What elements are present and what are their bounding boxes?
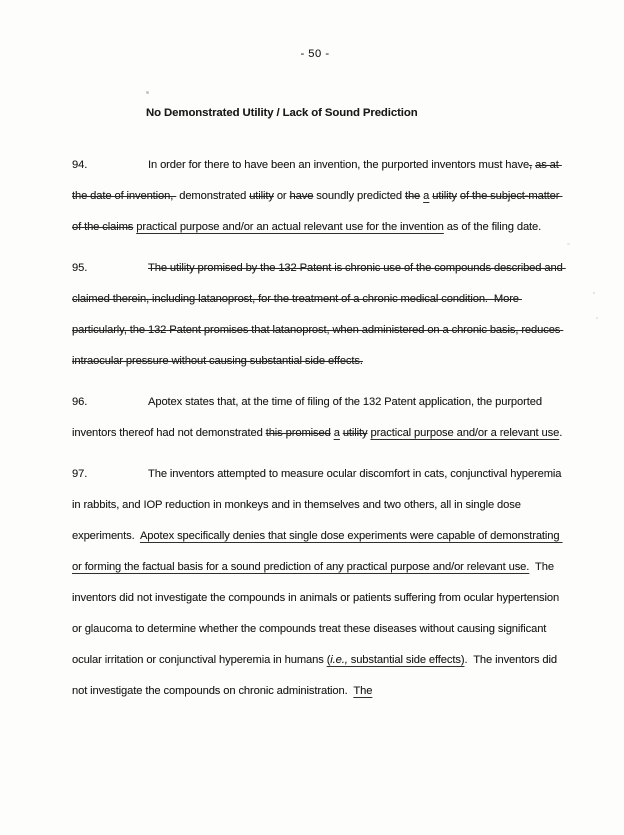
text-run-n: as of the filing date. — [443, 221, 542, 233]
section-heading: No Demonstrated Utility / Lack of Sound Prediction — [146, 107, 418, 119]
text-run-s: have — [289, 190, 314, 202]
text-run-n: The inventors did not investigate the compounds in animals or patients suffering from ocular hypertension or glaucoma to determine whether the compounds treat these diseases without causing significant ocular irritation or conjunctival hyperemia in humans — [72, 561, 563, 666]
text-run-ui: i.e., — [330, 654, 348, 666]
text-run-u: The — [353, 685, 373, 697]
scan-speck — [146, 91, 149, 94]
text-run-n: The inventors attempted to measure ocular discomfort in cats, conjunctival hyperemia in rabbits, and IOP reduction in monkeys and in themselves and two others, all in single dose experiments. — [72, 468, 565, 542]
paragraph-text — [72, 468, 564, 697]
text-run-s: this promised — [265, 427, 331, 439]
text-run-s: utility — [432, 190, 457, 202]
scan-speck — [596, 317, 598, 319]
text-run-u: a — [423, 190, 430, 202]
scan-speck — [593, 292, 595, 294]
text-run-n: or — [273, 190, 290, 202]
paragraph-number: 96. — [72, 396, 88, 408]
text-run-n: Apotex states that, at the time of filing of the 132 Patent application, the purported inventors thereof had not demonstrated — [72, 396, 545, 439]
text-run-s: the — [404, 190, 421, 202]
text-run-s: of the subject-matter of the claims — [72, 190, 563, 233]
paragraph-number: 97. — [72, 468, 88, 480]
text-run-s: utility — [342, 427, 368, 439]
text-run-n: demonstrated — [176, 190, 250, 202]
page-number: - 50 - — [300, 48, 330, 60]
text-run-s: as at the date of invention, — [72, 159, 562, 202]
text-run-u: a — [333, 427, 340, 439]
paragraph-95 — [72, 253, 564, 377]
paragraph-97 — [72, 459, 564, 707]
text-run-n: In order for there to have been an invention, the purported inventors must have — [148, 159, 530, 171]
text-run-n: soundly predicted — [313, 190, 405, 202]
text-run-u: ( — [326, 654, 331, 666]
text-run-s: , — [529, 159, 533, 171]
paragraph-94 — [72, 150, 564, 243]
text-run-n: . The inventors did not investigate the compounds on chronic administration. — [72, 654, 560, 697]
scan-speck — [567, 243, 570, 245]
text-run-u: substantial side effects) — [347, 654, 465, 666]
text-run-u: practical purpose and/or an actual relevant use for the invention — [136, 221, 444, 233]
text-run-n: . — [559, 427, 563, 439]
text-run-u: practical purpose and/or a relevant use — [370, 427, 560, 439]
text-run-s: utility — [249, 190, 274, 202]
paragraph-number: 94. — [72, 159, 88, 171]
text-run-s: The utility promised by the 132 Patent is chronic use of the compounds described and claimed therein, including latanoprost, for the treatment of a chronic medical condition. More particularly, the 132 Patent promises that latanoprost, when administered on a chronic basis, reduces intraocular pressure without causing substantial side effects. — [72, 262, 566, 367]
paragraph-number: 95. — [72, 262, 88, 274]
paragraph-96 — [72, 387, 564, 449]
text-run-u: Apotex specifically denies that single dose experiments were capable of demonstrating or forming the factual basis for a sound prediction of any practical purpose and/or relevant use. — [72, 530, 563, 573]
